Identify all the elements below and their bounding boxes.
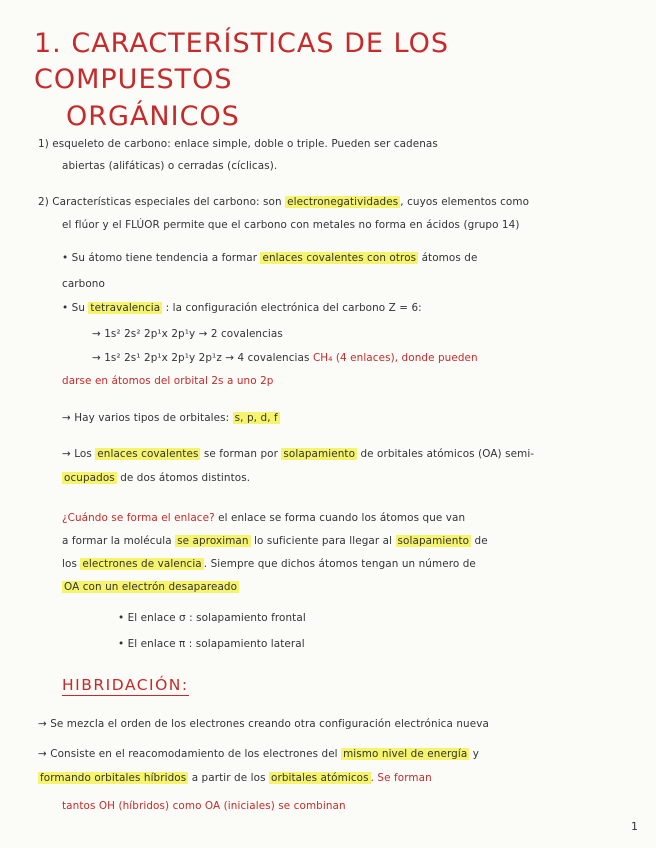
note-line: formando orbitales híbridos a partir de los orbitales atómicos . Se forman [40, 772, 432, 784]
note-line: → 1s² 2s¹ 2p¹x 2p¹y 2p¹z → 4 covalencias CH₄ (4 enlaces), donde pueden [92, 352, 478, 364]
note-line: tantos OH (híbridos) como OA (iniciales) se combinan [62, 800, 346, 812]
highlight: solapamiento [283, 448, 356, 460]
note-line: • El enlace σ : solapamiento frontal [118, 612, 306, 624]
section-heading: HIBRIDACIÓN: [62, 676, 189, 694]
highlight: se aproximan [177, 535, 249, 547]
note-line: → 1s² 2s² 2p¹x 2p¹y → 2 covalencias [92, 328, 283, 340]
page-number: 1 [631, 820, 638, 833]
note-line: darse en átomos del orbital 2s a uno 2p [62, 375, 274, 387]
highlight: mismo nivel de energía [343, 748, 468, 760]
page-title [34, 26, 634, 135]
note-line: • El enlace π : solapamiento lateral [118, 638, 305, 650]
note-line: → Los enlaces covalentes se forman por solapamiento de orbitales atómicos (OA) semi- [62, 448, 535, 460]
note-line: ¿Cuándo se forma el enlace? el enlace se forma cuando los átomos que van [62, 512, 466, 524]
highlight: OA con un electrón desapareado [64, 581, 238, 593]
highlight: formando orbitales híbridos [40, 772, 187, 784]
note-line: • Su átomo tiene tendencia a formar enlaces covalentes con otros átomos de [62, 252, 478, 264]
highlight: ocupados [64, 472, 115, 484]
highlight: solapamiento [397, 535, 470, 547]
note-line: los electrones de valencia . Siempre que dichos átomos tengan un número de [62, 558, 476, 570]
note-line: 1) esqueleto de carbono: enlace simple, doble o triple. Pueden ser cadenas [38, 138, 438, 150]
note-line: 2) Características especiales del carbono: son electronegatividades , cuyos elementos como [38, 196, 530, 208]
highlight: orbitales atómicos [270, 772, 369, 784]
highlight: enlaces covalentes con otros [262, 252, 417, 264]
note-line: → Consiste en el reacomodamiento de los electrones del mismo nivel de energía y [38, 748, 479, 760]
note-line: → Hay varios tipos de orbitales: s, p, d, f [62, 412, 278, 424]
highlight: electronegatividades [287, 196, 399, 208]
note-line: a formar la molécula se aproximan lo suficiente para llegar al solapamiento de [62, 535, 488, 547]
title-line-1: 1. CARACTERÍSTICAS DE LOS COMPUESTOS [34, 28, 449, 96]
highlight: s, p, d, f [234, 412, 278, 424]
note-line [62, 581, 628, 593]
title-line-2: ORGÁNICOS [66, 100, 240, 132]
note-line: ocupados de dos átomos distintos. [64, 472, 251, 484]
highlight: enlaces covalentes [97, 448, 199, 460]
note-line: el flúor y el FLÚOR permite que el carbono con metales no forma en ácidos (grupo 14) [62, 219, 520, 231]
highlight: tetravalencia [90, 302, 161, 314]
highlight: electrones de valencia [82, 558, 202, 570]
note-line: → Se mezcla el orden de los electrones creando otra configuración electrónica nueva [38, 718, 489, 730]
note-line: abiertas (alifáticas) o cerradas (cíclicas). [62, 160, 278, 172]
note-line: carbono [62, 278, 105, 290]
note-line: • Su tetravalencia : la configuración electrónica del carbono Z = 6: [62, 302, 422, 314]
